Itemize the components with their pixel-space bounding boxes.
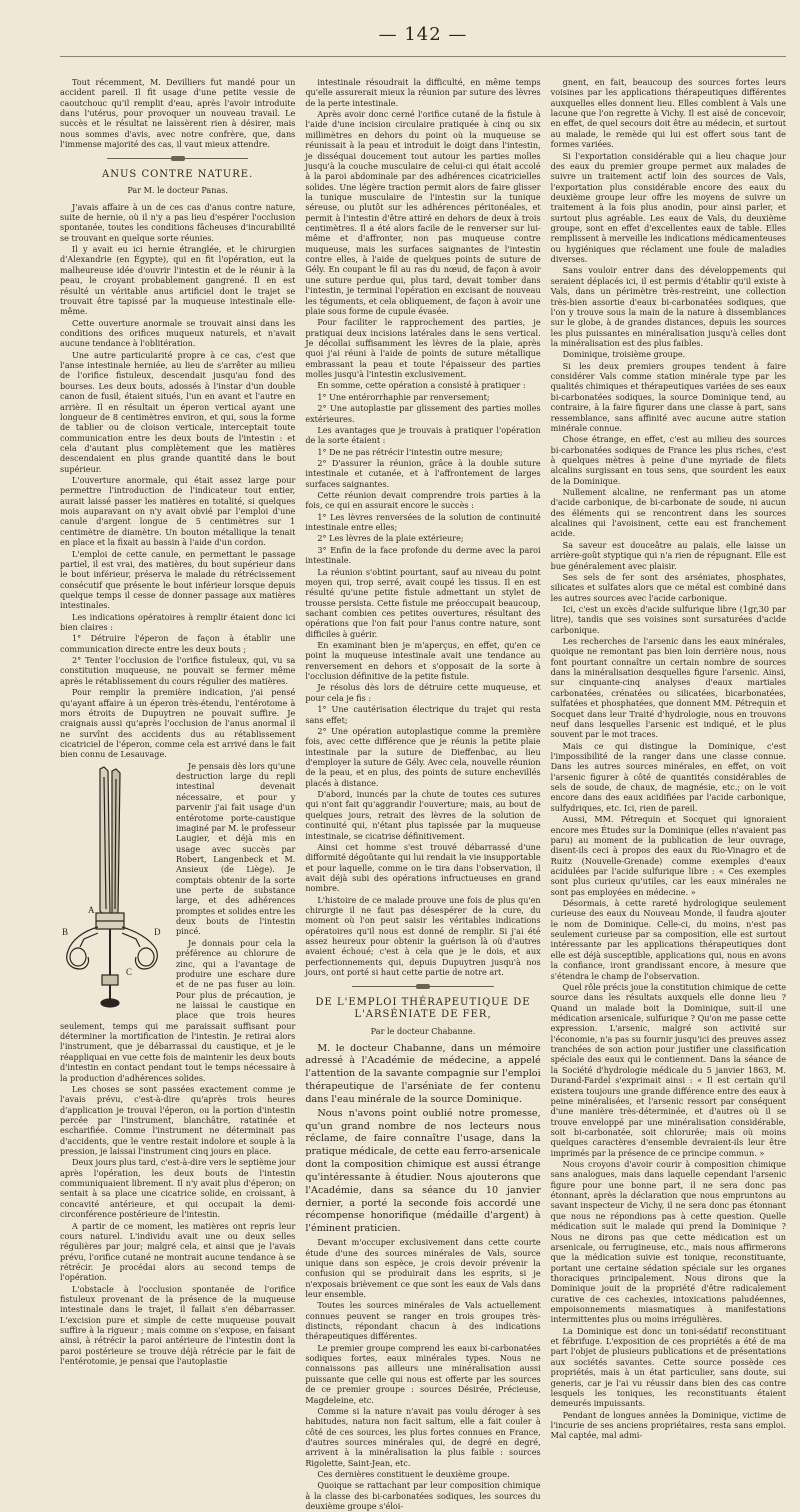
paragraph: Pour remplir la première indication, j'ai pensé qu'ayant affaire à un éperon très-étendu, l'entérotome à mors étroits de Dupuytren ne pouvait suffire. Je craignais aussi qu'après l'occlusion de l'anus anormal il ne survînt des accidents dus au rétablissement cicatriciel de l'éperon, comme cela est arrivé dans le fait bien connu de Lesauvage. <box>60 687 296 760</box>
paragraph: Nous n'avons point oublié notre promesse, qu'un grand nombre de nos lecteurs nous réclame, de faire connaître l'usage, dans la pratique médicale, de cette eau ferro-arsenicale dont la composition chimique est aussi étrange qu'intéressante à étudier. Nous ajouterons que l'Académie, dans sa séance du 10 janvier dernier, a porté la seconde fois accordé une récompense honorifique (médaille d'argent) à l'éminent praticien. <box>305 1107 541 1235</box>
paragraph: 2° Une autoplastie par glissement des parties molles extérieures. <box>305 403 541 424</box>
page-header <box>60 18 786 57</box>
paragraph: Cette ouverture anormale se trouvait ainsi dans les conditions des orifices muqueux naturels, et n'avait aucune tendance à l'oblitération. <box>60 317 296 349</box>
paragraph: Le premier groupe comprend les eaux bi-carbonatées sodiques fortes, eaux minérales types. Nous ne connaissons pas ailleurs une minéralisation aussi puissante que celle qui nous est offerte par les sources de ce premier groupe : sources Désirée, Précieuse, Magdeleine, etc. <box>305 1342 541 1405</box>
paragraph: Ainsi cet homme s'est trouvé débarrassé d'une difformité dégoûtante qui lui rendait la vie insupportable et pour laquelle, comme on le tira dans l'observation, il avait déjà subi des opérations infructueuses en grand nombre. <box>305 841 541 894</box>
paragraph: Si les deux premiers groupes tendent à faire considérer Vals comme station minérale type par les qualités chimiques et thérapeutiques variées de ses eaux bi-carbonatées sodiques, la source Dominique tend, au contraire, à la faire figurer dans une classe à part, sans ressemblance, sans affinité avec aucune autre station minérale connue. <box>550 360 786 433</box>
paragraph: Ici, c'est un excès d'acide sulfurique libre (1gr,30 par litre), tandis que ses voisines sont sursaturées d'acide carbonique. <box>550 603 786 635</box>
paragraph: Ses sels de fer sont des arséniates, phosphates, silicates et sulfates alors que ce métal est combiné dans les autres sources avec l'acide carbonique. <box>550 571 786 603</box>
paragraph: Nullement alcaline, ne renfermant pas un atome d'acide carbonique, de bi-carbonate de soude, ni aucun des éléments qui se rencontrent dans les sources alcalines qui l'avoisinent, cette eau est franchement acide. <box>550 487 786 539</box>
article-title: ANUS CONTRE NATURE. <box>102 168 254 180</box>
paragraph: 2° Tenter l'occlusion de l'orifice fistuleux, qui, vu sa constitution muqueuse, ne pouvait se fermer même après le rétablissement du cours régulier des matières. <box>60 655 296 686</box>
figure-label-a: A <box>88 904 95 915</box>
paragraph: Une autre particularité propre à ce cas, c'est que l'anse intestinale herniée, au lieu de s'arrêter au milieu de l'orifice fistuleux, descendait jusqu'au fond des bourses. Les deux bouts, adossés à l'instar d'un double canon de fusil, étaient situés, l'un en avant et l'autre en arrière. Il en résultait un éperon vertical ayant une longueur de 8 centimètres environ, et qui, sous la forme de tablier ou de cloison verticale, interceptait toute communication entre les deux bouts de l'intestin : et cela d'autant plus complètement que les matières descendaient en plus grande quantité dans le bout supérieur. <box>60 349 296 474</box>
paragraph: Sa saveur est douceâtre au palais, elle laisse un arrière-goût styptique qui n'a rien de répugnant. Elle est bue généralement avec plaisir. <box>550 539 786 571</box>
paragraph: Je donnais pour cela la préférence au chlorure de zinc, qui a l'avantage de produire une eschare dure et de ne pas fuser au loin. Pour plus de précaution, je ne laissai le caustique en place que trois heures seulement, temps qui me paraissait suffisant pour déterminer la mortification de l'intestin. Je retirai alors l'instrument, que je débarrassai du caustique, et je le réappliquai en vue cette fois de maintenir les deux bouts d'intestin en contact pendant tout le temps nécessaire à la production d'adhérences solides. <box>60 937 296 1083</box>
figure-label-c: C <box>126 966 133 977</box>
article-byline: Par le docteur Chabanne. <box>370 1026 476 1037</box>
column-2 <box>305 77 541 1512</box>
paragraph: Je pensais dès lors qu'une destruction large du repli intestinal devenait nécessaire, et pour y parvenir j'ai fait usage d'un entérotome porte-caustique imaginé par M. le professeur Laugier, et déjà mis en usage avec succès par Robert, Langenbeck et M. Ansieux (de Liège). Je comptais obtenir de la sorte une perte de substance large, et des adhérences promptes et solides entre les deux bouts de l'intestin pincé. <box>176 760 296 937</box>
paragraph: Toutes les sources minérales de Vals actuellement connues peuvent se ranger en trois groupes très-distincts, répondant chacun à des indications thérapeutiques différentes. <box>305 1300 541 1342</box>
paragraph: D'abord, inuncés par la chute de toutes ces sutures qui n'ont fait qu'aggrandir l'ouverture; mais, au bout de quelques jours, retrait des lèvres de la solution de continuité qui, n'étant plus tapissée par la muqueuse intestinale, se cicatrise définitivement. <box>305 789 541 841</box>
article-title: DE L'EMPLOI THÉRAPEUTIQUE DE L'ARSÉNIATE DE FER, <box>315 996 531 1021</box>
paragraph: 3° Enfin de la face profonde du derme avec la paroi intestinale. <box>305 544 541 566</box>
paragraph: Les avantages que je trouvais à pratiquer l'opération de la sorte étaient : <box>305 424 541 446</box>
figure-label-b: B <box>62 926 69 937</box>
paragraph: L'ouverture anormale, qui était assez large pour permettre l'introduction de l'indicateur tout entier, aurait laissé passer les matières en totalité, si quelques mois auparavant on n'y avait obvié par l'emploi d'une canule d'argent longue de 5 centimètres sur 1 centimètre de diamètre. Un bouton métallique la tenait en place et la fixait au bassin à l'aide d'un cordon. <box>60 475 296 548</box>
paragraph: Les choses se sont passées exactement comme je l'avais prévu, c'est-à-dire qu'après trois heures d'application je trouvai l'éperon, ou la portion d'intestin percée par l'instrument, blanchâtre, ratatinée et escharifiée. Comme l'instrument ne déterminait pas d'accidents, que le ventre restait indolore et souple à la pression, je laissai l'instrument cinq jours en place. <box>60 1083 296 1157</box>
divider <box>352 986 493 987</box>
paragraph: J'avais affaire à un de ces cas d'anus contre nature, suite de hernie, où il n'y a pas lieu d'espérer l'occlusion spontanée, toutes les conditions fâcheuses d'incurabilité se trouvant en quelque sorte réunies. <box>60 201 296 243</box>
paragraph: Les recherches de l'arsenic dans les eaux minérales, quoique ne remontant pas bien loin derrière nous, nous font pourtant connaître un certain nombre de sources dans la minéralisation desquelles figure l'arsenic. Ainsi, sur cinquante-cinq analyses d'eaux martiales carbonatées, crénatées ou silicatées, bicarbonatées, sulfatées et phosphatées, que donnent MM. Pétrequin et Socquet dans leur Traité d'hydrologie, nous en trouvons neuf dans lesquelles l'arsenic est indiqué, et le plus souvent par le mot traces. <box>550 636 786 740</box>
paragraph: 1° De ne pas rétrécir l'intestin outre mesure; <box>317 446 503 457</box>
paragraph: gnent, en fait, beaucoup des sources fortes leurs voisines par les applications thérapeutiques différentes auxquelles elles donnent lieu. Elles comblent à Vals une lacune que l'on regrette à Vichy. Il est aisé de concevoir, en effet, de quel secours doit être au médecin, et surtout au malade, le remède qui lui est offert sous tant de formes variées. <box>550 77 786 150</box>
paragraph: Dominique, troisième groupe. <box>562 349 686 360</box>
paragraph: A partir de ce moment, les matières ont repris leur cours naturel. L'individu avait une ou deux selles régulières par jour; malgré cela, et ainsi que je l'avais prévu, l'orifice cutané ne montrait aucune tendance à se rétrécir. Je procédai alors au second temps de l'opération. <box>60 1220 296 1283</box>
page-number: — 142 — <box>378 24 468 45</box>
text-columns <box>60 77 786 1512</box>
paragraph: Deux jours plus tard, c'est-à-dire vers le septième jour après l'opération, les deux bouts de l'intestin communiquaient librement. Il n'y avait plus d'éperon; on sentait à sa place une cicatrice solide, en croissant, à concavité antérieure, et qui occupait la demi-circonférence postérieure de l'intestin. <box>60 1157 296 1220</box>
paragraph: Quel rôle précis joue la constitution chimique de cette source dans les résultats auxquels elle donne lieu ? Quand un malade boit la Dominique, suit-il une médication arsenicale, sulfurique ? Qu'on me passe cette expression. L'arsenic, malgré son activité sur l'économie, n'a pas su fournir jusqu'ici des preuves assez tranchées de son action pour justifier une classification spéciale des eaux qui le contiennent. Dans la séance de la Société d'hydrologie médicale du 5 janvier 1863, M. Durand-Fardel s'exprimait ainsi : « Il est certain qu'il existera toujours une grande différence entre des eaux à peine minéralisées, et l'arsenic ressort par conséquent d'une manière très-déterminée, et d'autres où il se trouve enveloppé par une minéralisation considérable, soit bi-carbonatée, soit chlorurée; mais où moins quelques caractères d'ensemble devraient-ils leur être imprimés par la présence de ce principe commun. » <box>550 981 786 1158</box>
paragraph: Les indications opératoires à remplir étaient donc ici bien claires : <box>60 611 296 633</box>
paragraph: L'emploi de cette canule, en permettant le passage partiel, il est vrai, des matières, du bout supérieur dans le bout inférieur, préserva le malade du rétrécissement consécutif que présente le bout inférieur lorsque depuis quelque temps il cesse de donner passage aux matières intestinales. <box>60 548 296 611</box>
paragraph: L'histoire de ce malade prouve une fois de plus qu'en chirurgie il ne faut pas désespérer de la cure, du moment où l'on peut saisir les véritables indications opératoires qu'il nous est donné de remplir. Si j'ai été assez heureux pour obtenir la guérison là où d'autres avaient échoué; c'est à cela que je le dois, et aux perfectionnements qui, depuis Dupuytren jusqu'à nos jours, ont porté si haut cette partie de notre art. <box>305 894 541 978</box>
divider <box>107 158 248 159</box>
paragraph: 1° Les lèvres renversées de la solution de continuité intestinale entre elles; <box>305 511 541 533</box>
paragraph: Quoique se rattachant par leur composition chimique à la classe des bi-carbonatées sodiques, les sources du deuxième groupe s'éloi- <box>305 1480 541 1512</box>
paragraph: intestinale résoudrait la difficulté, en même temps qu'elle assurerait mieux la réunion par suture des lèvres de la perte intestinale. <box>305 77 541 108</box>
paragraph: 1° Détruire l'éperon de façon à établir une communication directe entre les deux bouts ; <box>60 633 296 654</box>
paragraph: 1° Une entérorrhaphie par renversement; <box>317 391 490 402</box>
paragraph: Comme si la nature n'avait pas voulu déroger à ses habitudes, natura non facit saltum, elle a fait couler à côté de ces sources, les plus fortes connues en France, d'autres sources minérales qui, de degré en degré, arrivent à la minéralisation la plus faible : sources Rigolette, Saint-Jean, etc. <box>305 1405 541 1468</box>
paragraph: Il y avait eu ici hernie étranglée, et le chirurgien d'Alexandrie (en Égypte), qui en fit l'opération, eut la malheureuse idée d'ouvrir l'intestin et de le réunir à la peau, le croyant probablement gangrené. Il en est résulté un véritable anus artificiel dont le trajet se trouvait être tapissé par la muqueuse intestinale elle-même. <box>60 244 296 317</box>
enterotome-figure <box>60 763 168 1013</box>
paragraph: Tout récemment, M. Devilliers fut mandé pour un accident pareil. Il fit usage d'une petite vessie de caoutchouc qu'il remplit d'eau, après l'avoir introduite dans l'utérus, pour provoquer un nouveau travail. Le succès et le résultat ne laissèrent rien à désirer, mais nous sommes d'avis, avec notre confrère, que, dans l'immense majorité des cas, il vaut mieux attendre. <box>60 77 296 150</box>
paragraph: Devant m'occuper exclusivement dans cette courte étude d'une des sources minérales de Vals, source unique dans son espèce, je crois devoir prévenir la confusion qui se produirait dans les esprits, si je n'exposais brièvement ce que sont les eaux de Vals dans leur ensemble. <box>305 1237 541 1299</box>
paragraph: Pendant de longues années la Dominique, victime de l'incurie de ses anciens propriétaires, resta sans emploi. Mal captée, mal admi- <box>550 1409 786 1441</box>
paragraph: Je résolus dès lors de détruire cette muqueuse, et pour cela je fis : <box>305 682 541 703</box>
paragraph: Nous croyons d'avoir courir à composition chimique sans analogues, mais dans laquelle cependant l'arsenic figure pour une bonne part, il ne sera donc pas étonnant, après la déclaration que nous empruntons au savant inspecteur de Vichy, il ne sera donc pas étonnant que nous ne répondions pas à cette question. Quelle médication suit le malade qui prend la Dominique ? Nous ne dirons pas que cette médication est un arsenicale, ou ferrugineuse, etc., mais nous affirmerons que la médication suivie est tonique, reconstituante, portant une certaine sédation spéciale sur les organes thoraciques principalement. Nous dirons que la Dominique jouit de la propriété d'être radicalement curative de ces cachexies, intoxications paludéennes, empoisonnements miasmatiques à manifestations intermittentes plus ou moins irrégulières. <box>550 1159 786 1325</box>
figure-label-d: D <box>154 926 161 937</box>
paragraph: Ces dernières constituent le deuxième groupe. <box>317 1469 510 1480</box>
paragraph: Cette réunion devait comprendre trois parties à la fois, ce qui en assurait encore le succès : <box>305 490 541 511</box>
enterotome-icon <box>60 763 168 1013</box>
paragraph: En examinant bien je m'aperçus, en effet, qu'en ce point la muqueuse intestinale avait une tendance au renversement en dehors et s'opposait de la sorte à l'occlusion définitive de la petite fistule. <box>305 640 541 682</box>
article-lead <box>305 1043 540 1237</box>
paragraph: L'obstacle à l'occlusion spontanée de l'orifice fistuleux provenant de la présence de la muqueuse intestinale dans le trajet, il fallait s'en débarrasser. L'excision pure et simple de cette muqueuse pouvait suffire à la rigueur ; mais comme on s'expose, en faisant ainsi, à rétrécir la paroi antérieure de l'intestin dont la paroi postérieure se trouve déjà rétrécie par le fait de l'entérotomie, je pensai que l'autoplastie <box>60 1283 296 1367</box>
paragraph: 2° D'assurer la réunion, grâce à la double suture intestinale et cutanée, et à l'affrontement de larges surfaces saignantes. <box>305 457 541 489</box>
paragraph: M. le docteur Chabanne, dans un mémoire adressé à l'Académie de médecine, a appelé l'attention de la savante compagnie sur l'emploi thérapeutique de l'arséniate de fer contenu dans l'eau minérale de la source Dominique. <box>305 1042 541 1105</box>
paragraph: Après avoir donc cerné l'orifice cutané de la fistule à l'aide d'une incision circulaire pratiquée à cinq ou six millimètres en dehors du point où la muqueuse se réunissait à la peau et introduit le doigt dans l'intestin, je disséquai doucement tout autour les parties molles jusqu'à la couche musculaire de celui-ci qui était accolé à la paroi abdominale par des adhérences cicatricielles solides. Une légère traction permit alors de faire glisser la tunique musculaire de l'intestin sur la tunique séreuse, ou plutôt sur les adhérences péritonéales, et permit à l'intestin d'être attiré en dehors de deux à trois centimètres. Il a été alors facile de le renverser sur lui-même et d'affronter, non pas muqueuse contre muqueuse, mais les surfaces saignantes de l'intestin contre elles, à l'aide de quelques points de suture de Gély. En coupant le fil au ras du nœud, de façon à avoir une suture perdue qui, plus tard, devait tomber dans l'intestin, je terminai l'opération en excisant de nouveau les téguments, et cela obliquement, de façon à avoir une plaie sous forme de cupule évasée. <box>305 109 541 316</box>
article-byline: Par M. le docteur Panas. <box>127 185 229 196</box>
paragraph: 2° Les lèvres de la plaie extérieure; <box>317 533 464 544</box>
paragraph: Chose étrange, en effet, c'est au milieu des sources bi-carbonatées sodiques de France les plus riches, c'est à quelques mètres à peine d'une myriade de filets alcalins surgissant en tous sens, que sourdent les eaux de la Dominique. <box>550 434 786 486</box>
paragraph: La réunion s'obtint pourtant, sauf au niveau du point moyen qui, trop serré, avait coupé les tissus. Il en est résulté qu'une petite fistule admettant un stylet de trousse persista. Cette fistule me préoccupait beaucoup, sachant combien ces petites ouvertures, résultant des opérations que l'on fait pour l'anus contre nature, sont difficiles à guérir. <box>305 566 541 639</box>
paragraph: 2° Une opération autoplastique comme la première fois, avec cette différence que je réunis la petite plaie intestinale par la suture de Dieffenbac, au lieu d'employer la suture de Gély. Avec cela, nouvelle réunion de la peau, et en plus, des points de suture enchevillés placés à distance. <box>305 725 541 788</box>
column-3 <box>550 77 786 1441</box>
paragraph: 1° Une cautérisation électrique du trajet qui resta sans effet; <box>305 704 541 725</box>
paragraph: La Dominique est donc un toni-sédatif reconstituant et fébrifuge. L'exposition de ces propriétés a été de ma part l'objet de plusieurs publications et de présentations aux sociétés savantes. Cette source possède ces propriétés, mais à un état particulier, sans doute, sui generis, car je l'ai vu réussir dans bien des cas contre lesquels les toniques, les reconstituants étaient demeurés impuissants. <box>550 1325 786 1409</box>
paragraph: En somme, cette opération a consisté à pratiquer : <box>317 380 526 391</box>
paragraph: Sans vouloir entrer dans des développements qui seraient déplacés ici, il est permis d'établir qu'il existe à Vals, dans un périmètre très-restreint, une collection très-bien assortie d'eaux bi-carbonatées sodiques, que l'on y trouve sous la main de la nature à dissemblances sur le globe, à de grandes distances, depuis les sources les plus puissantes en minéralisation jusqu'à celles dont la minéralisation est des plus faibles. <box>550 265 786 348</box>
column-1 <box>60 77 296 1367</box>
paragraph: Désormais, à cette rareté hydrologique seulement curieuse des eaux du Nouveau Monde, il faudra ajouter le nom de Dominique. Celle-ci, du moins, n'est pas seulement curieuse par sa composition, elle est surtout intéressante par les applications thérapeutiques dont elle est déjà susceptible, applications qui, nous en avons la confiance, iront grandissant encore, à mesure que s'étendra le champ de l'observation. <box>550 898 786 981</box>
paragraph: Si l'exportation considérable qui a lieu chaque jour des eaux du premier groupe permet aux malades de suivre un traitement actif loin des sources de Vals, l'exportation plus considérable encore des eaux du deuxième groupe leur offre les moyens de suivre un traitement à la fois plus anodin, pour ainsi parler, et surtout plus agréable. Les eaux de Vals, du deuxième groupe, sont en effet d'excellentes eaux de table. Elles remplissent à merveille les indications médicamenteuses ou hygiéniques que réclament une foule de maladies diverses. <box>550 150 786 265</box>
paragraph: Aussi, MM. Pétrequin et Socquet qui ignoraient encore mes Études sur la Dominique (elles n'avaient pas paru) au moment de la publication de leur ouvrage, disent-ils ceci à propos des eaux du Rio-Vinagro et de Ruitz (Nouvelle-Grenade) comme exemples d'eaux acidulées par l'acide sulfurique libre : « Ces exemples sont plus curieux qu'utiles, car les eaux minérales ne sont pas employées en médecine. » <box>550 814 786 897</box>
paragraph: Mais ce qui distingue la Dominique, c'est l'impossibilité de la ranger dans une classe connue. Dans les autres sources minérales, en effet, on voit l'arsenic figurer à côté de quantités considérables de sels de soude, de chaux, de magnésie, etc.; on le voit encore dans des eaux acidifiées par l'acide carbonique, sulfydriques, etc. Ici, rien de pareil. <box>550 740 786 813</box>
paragraph: Pour faciliter le rapprochement des parties, je pratiquai deux incisions latérales dans le sens vertical. Je décollai suffisamment les lèvres de la plaie, après quoi j'ai réuni à l'aide de points de suture métallique embrassant la peau et toute l'épaisseur des parties molles jusqu'à l'intestin exclusivement. <box>305 317 541 380</box>
